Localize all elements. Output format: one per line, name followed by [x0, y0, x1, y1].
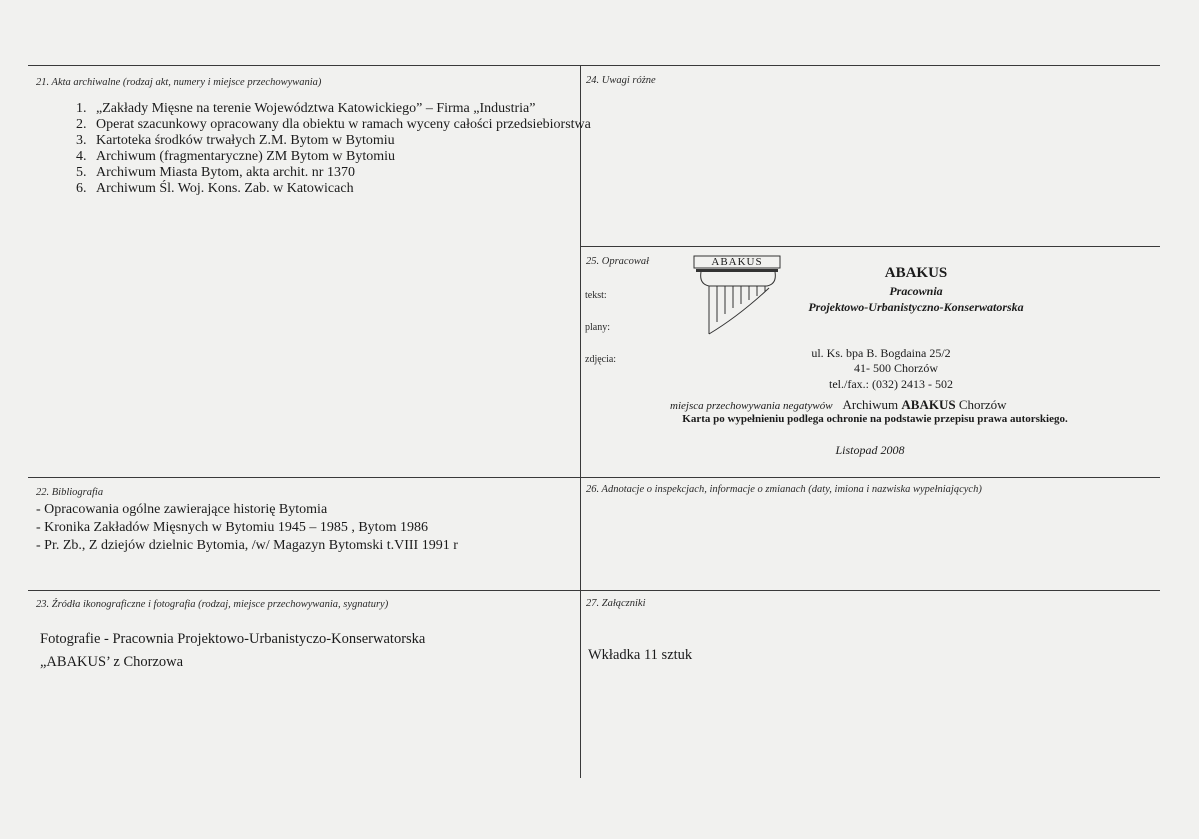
firm-sub1: Pracownia — [889, 284, 943, 298]
field-zdjecia: zdjęcia: — [585, 354, 617, 365]
firm-name: ABAKUS — [884, 265, 948, 281]
section-26-label: 26. Adnotacje o inspekcjach, informacje o zmianach (daty, imiona i nazwiska wypełniających) — [586, 484, 982, 495]
section-23-label: 23. Źródła ikonograficzne i fotografia (rodzaj, miejsce przechowywania, sygnatury) — [36, 599, 389, 610]
field-plany: plany: — [585, 322, 610, 333]
section-21-label: 21. Akta archiwalne (rodzaj akt, numery i miejsce przechowywania) — [36, 77, 322, 88]
top-rule — [28, 65, 1160, 66]
list-item: 5. Archiwum Miasta Bytom, akta archit. nr 1370 — [90, 165, 622, 181]
date: Listopad 2008 — [835, 443, 905, 457]
negatives-line — [670, 396, 1007, 414]
field-tekst: tekst: — [585, 290, 607, 301]
divider-22-23 — [28, 590, 1160, 591]
iconography-line-1: Fotografie - Pracownia Projektowo-Urbanistyczo-Konserwatorska — [40, 631, 426, 647]
address-city: 41- 500 Chorzów — [854, 361, 938, 375]
negatives-location: Archiwum ABAKUS Chorzów — [842, 397, 1007, 412]
address-phone: tel./fax.: (032) 2413 - 502 — [829, 377, 953, 391]
section-22-label: 22. Bibliografia — [36, 487, 104, 498]
list-item: 3. Kartoteka środków trwałych Z.M. Bytom w Bytomiu — [90, 133, 622, 149]
bibliography-item: - Kronika Zakładów Mięsnych w Bytomiu 1945 – 1985 , Bytom 1986 — [36, 520, 428, 535]
firm-sub2: Projektowo-Urbanistyczno-Konserwatorska — [808, 300, 1024, 314]
divider-24-25 — [580, 246, 1160, 247]
divider-21-22 — [28, 477, 1160, 478]
section-24-label: 24. Uwagi różne — [586, 75, 656, 86]
attachments-text: Wkładka 11 sztuk — [588, 647, 693, 663]
section-27-label: 27. Załączniki — [586, 598, 646, 609]
list-item: 4. Archiwum (fragmentaryczne) ZM Bytom w Bytomiu — [90, 149, 622, 165]
section-25-label: 25. Opracował — [586, 256, 649, 267]
list-item: 2. Operat szacunkowy opracowany dla obiektu w ramach wyceny całości przedsiebiorstwa — [90, 117, 622, 133]
archival-records-list — [40, 101, 622, 197]
negatives-label: miejsca przechowywania negatywów — [670, 400, 833, 412]
abakus-logo — [693, 254, 783, 338]
list-item: 1. „Zakłady Mięsne na terenie Województwa Katowickiego” – Firma „Industria” — [90, 101, 622, 117]
logo-text: ABAKUS — [711, 256, 763, 268]
bibliography-item: - Pr. Zb., Z dziejów dzielnic Bytomia, /w/ Magazyn Bytomski t.VIII 1991 r — [36, 538, 458, 553]
iconography-line-2: „ABAKUS’ z Chorzowa — [40, 654, 184, 670]
bibliography-item: - Opracowania ogólne zawierające historię Bytomia — [36, 502, 328, 517]
copyright-notice: Karta po wypełnieniu podlega ochronie na podstawie przepisu prawa autorskiego. — [682, 413, 1068, 425]
list-item: 6. Archiwum Śl. Woj. Kons. Zab. w Katowicach — [90, 181, 622, 197]
address-street: ul. Ks. bpa B. Bogdaina 25/2 — [811, 346, 951, 360]
